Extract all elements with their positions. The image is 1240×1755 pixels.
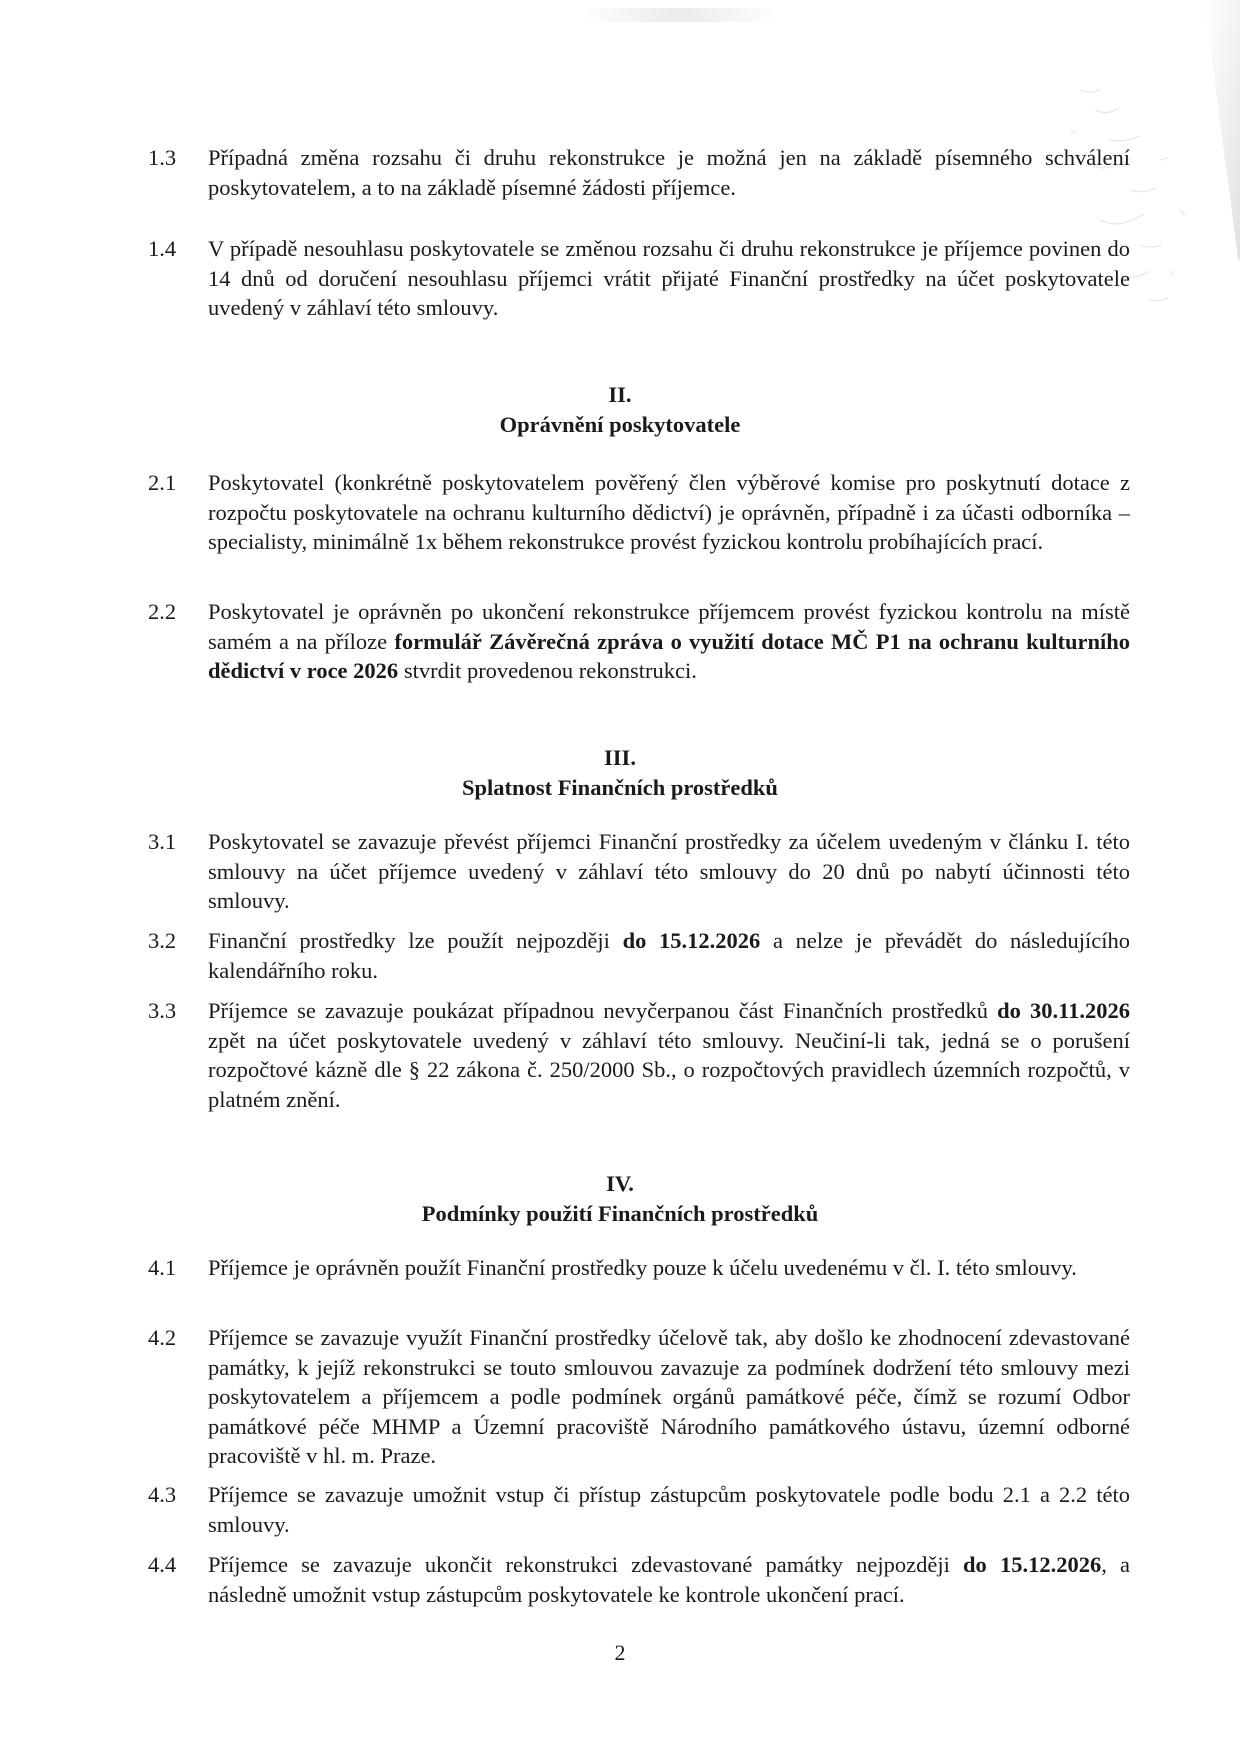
section-title: Oprávnění poskytovatele bbox=[499, 412, 741, 437]
clause-3-3 bbox=[148, 996, 1130, 1114]
clause-text-part: a nelze je převádět do následujícího kalendářního roku. bbox=[208, 928, 1130, 983]
clause-3-2 bbox=[148, 926, 1130, 985]
section-number: II. bbox=[608, 382, 632, 407]
section-title: Podmínky použití Finančních prostředků bbox=[421, 1201, 819, 1226]
clause-text bbox=[208, 597, 1130, 686]
clause-3-1 bbox=[148, 827, 1130, 916]
clause-text: Poskytovatel (konkrétně poskytovatelem pověřený člen výběrové komise pro poskytnutí dotace z rozpočtu poskytovatele na ochranu kulturního dědictví) je oprávněn, případně i za účasti odborníka – specialisty, minimálně 1x během rekonstrukce provést fyzickou kontrolu probíhajících prací. bbox=[208, 470, 1130, 554]
clause-number: 4.2 bbox=[148, 1325, 177, 1350]
clause-number: 2.2 bbox=[148, 599, 177, 624]
clause-text-part: stvrdit provedenou rekonstrukci. bbox=[398, 658, 697, 683]
clause-text: Případná změna rozsahu či druhu rekonstrukce je možná jen na základě písemného schválení poskytovatelem, a to na základě písemné žádosti příjemce. bbox=[208, 145, 1130, 200]
clause-text-part: Poskytovatel je oprávněn po ukončení rekonstrukce příjemcem provést fyzickou kontrolu na místě samém a na příloze bbox=[208, 599, 1130, 654]
section-title: Splatnost Finančních prostředků bbox=[462, 775, 778, 800]
clause-number: 4.4 bbox=[148, 1552, 177, 1577]
clause-text: Poskytovatel se zavazuje převést příjemci Finanční prostředky za účelem uvedeným v článku I. této smlouvy na účet příjemce uvedený v záhlaví této smlouvy do 20 dnů po nabytí účinnosti této smlouvy. bbox=[208, 829, 1130, 913]
clause-4-1 bbox=[148, 1253, 1130, 1283]
clause-number: 1.4 bbox=[148, 236, 177, 261]
clause-4-2 bbox=[148, 1323, 1130, 1471]
scan-smudge bbox=[580, 8, 780, 22]
clause-4-3 bbox=[148, 1480, 1130, 1539]
clause-text: Příjemce se zavazuje umožnit vstup či přístup zástupcům poskytovatele podle bodu 2.1 a 2.2 této smlouvy. bbox=[208, 1482, 1130, 1537]
clause-number: 3.1 bbox=[148, 829, 177, 854]
clause-text-bold: do 15.12.2026 bbox=[963, 1552, 1102, 1577]
clause-text-part: Příjemce se zavazuje ukončit rekonstrukci zdevastované památky nejpozději bbox=[208, 1552, 964, 1577]
clause-2-1 bbox=[148, 468, 1130, 557]
clause-1-3 bbox=[148, 143, 1130, 202]
section-number: IV. bbox=[606, 1171, 634, 1196]
clause-number: 3.2 bbox=[148, 928, 177, 953]
clause-text bbox=[208, 1550, 1130, 1609]
section-heading-4 bbox=[0, 1169, 1240, 1229]
page-number: 2 bbox=[614, 1640, 626, 1665]
clause-text: Příjemce se zavazuje využít Finanční prostředky účelově tak, aby došlo ke zhodnocení zdevastované památky, k jejíž rekonstrukci se touto smlouvou zavazuje za podmínek dodržení této smlouvy mezi poskytovatelem a příjemcem a podle podmínek orgánů památkové péče, čímž se rozumí Odbor památkové péče MHMP a Územní pracoviště Národního památkového ústavu, územní odborné pracoviště v hl. m. Praze. bbox=[208, 1325, 1130, 1468]
clause-text: V případě nesouhlasu poskytovatele se změnou rozsahu či druhu rekonstrukce je příjemce povinen do 14 dnů od doručení nesouhlasu příjemci vrátit přijaté Finanční prostředky na účet poskytovatele uvedený v záhlaví této smlouvy. bbox=[208, 236, 1130, 320]
clause-text-bold: formulář Závěrečná zpráva o využití dotace MČ P1 na ochranu kulturního dědictví v roce 2026 bbox=[208, 628, 1130, 683]
clause-4-4 bbox=[148, 1550, 1130, 1609]
clause-text-part: , a následně umožnit vstup zástupcům poskytovatele ke kontrole ukončení prací. bbox=[208, 1552, 1131, 1607]
clause-text bbox=[208, 926, 1130, 985]
section-heading-2 bbox=[0, 380, 1240, 440]
clause-2-2 bbox=[148, 597, 1130, 686]
clause-text: Příjemce je oprávněn použít Finanční prostředky pouze k účelu uvedenému v čl. I. této smlouvy. bbox=[208, 1255, 1077, 1280]
clause-text-part: zpět na účet poskytovatele uvedený v záhlaví této smlouvy. Neučiní-li tak, jedná se o porušení rozpočtové kázně dle § 22 zákona č. 250/2000 Sb., o rozpočtových pravidlech územních rozpočtů, v platném znění. bbox=[208, 1027, 1130, 1112]
clause-text bbox=[208, 996, 1130, 1114]
clause-1-4 bbox=[148, 234, 1130, 323]
clause-text-bold: do 30.11.2026 bbox=[997, 998, 1130, 1023]
clause-number: 4.1 bbox=[148, 1255, 177, 1280]
clause-text-bold: do 15.12.2026 bbox=[622, 928, 761, 953]
clause-number: 1.3 bbox=[148, 145, 177, 170]
section-number: III. bbox=[604, 745, 636, 770]
clause-number: 2.1 bbox=[148, 470, 177, 495]
clause-text-part: Finanční prostředky lze použít nejpozději bbox=[208, 928, 623, 953]
section-heading-3 bbox=[0, 743, 1240, 803]
clause-number: 4.3 bbox=[148, 1482, 177, 1507]
clause-text-part: Příjemce se zavazuje poukázat případnou nevyčerpanou část Finančních prostředků bbox=[208, 998, 998, 1023]
clause-number: 3.3 bbox=[148, 998, 177, 1023]
